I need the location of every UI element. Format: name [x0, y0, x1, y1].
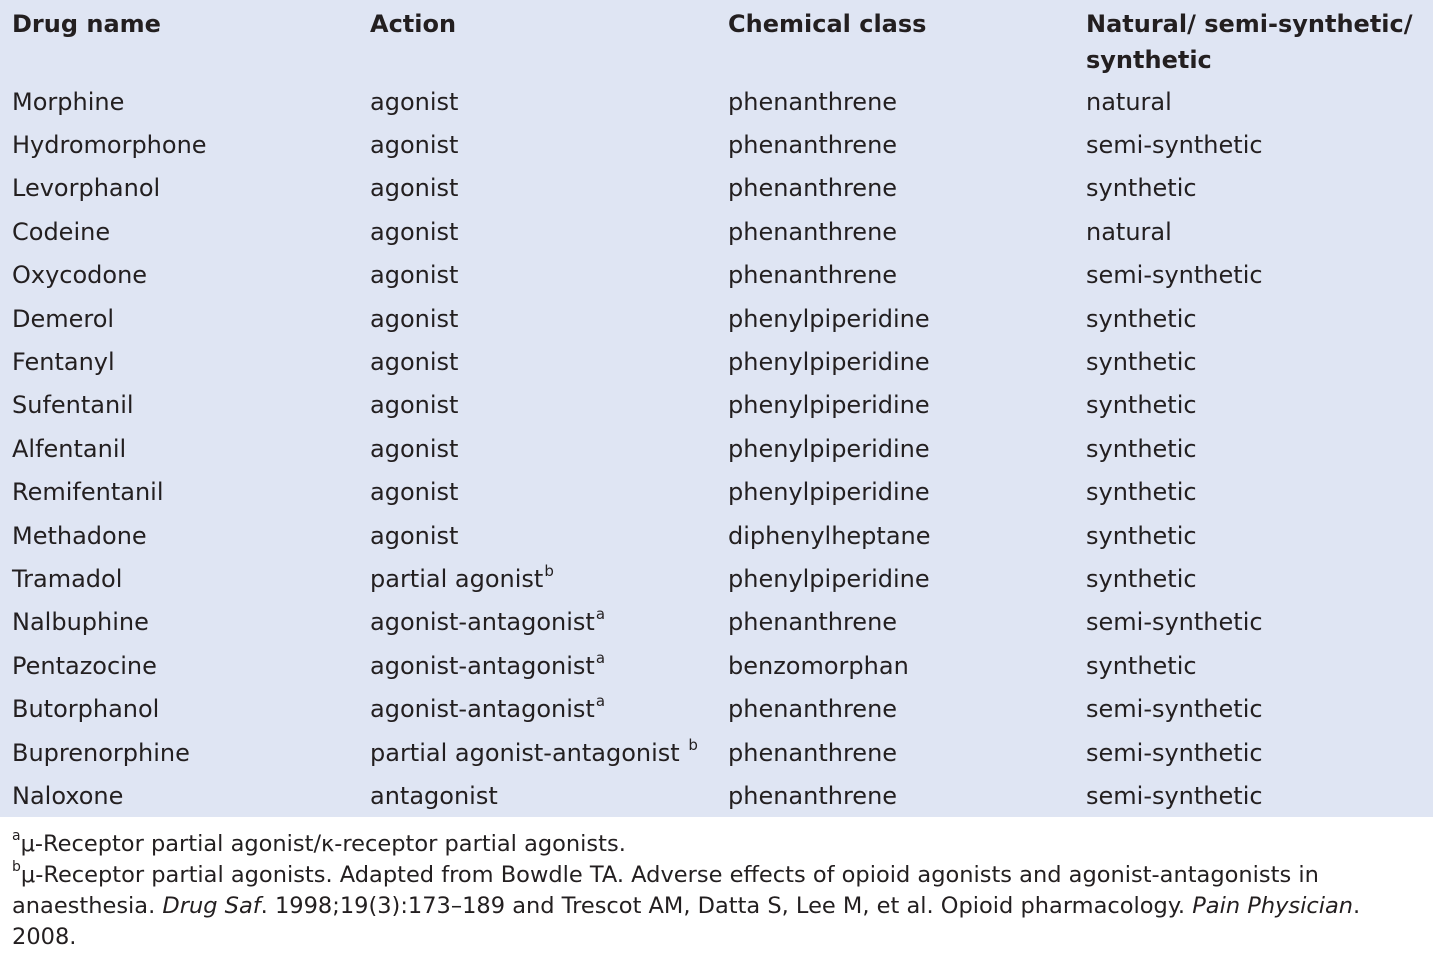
cell-drug-name: Fentanyl — [12, 348, 115, 377]
header-origin: Natural/ semi-synthetic/ synthetic — [1086, 10, 1413, 74]
table-row — [0, 731, 1433, 774]
cell-action — [358, 167, 716, 210]
cell-action-text: agonist — [370, 304, 459, 333]
cell-chemical-class: phenanthrene — [728, 87, 898, 116]
cell-action — [358, 644, 716, 687]
cell-action — [358, 210, 716, 253]
cell-drug-name: Demerol — [12, 304, 115, 333]
cell-action-text: agonist — [370, 87, 459, 116]
cell-action — [358, 471, 716, 514]
cell-chemical-class: phenylpiperidine — [728, 434, 930, 463]
cell-action — [358, 687, 716, 730]
cell-action — [358, 731, 716, 774]
cell-action — [358, 557, 716, 600]
cell-chemical-class: phenanthrene — [728, 695, 898, 724]
cell-drug-name: Remifentanil — [12, 478, 164, 507]
table-header-row — [0, 3, 1433, 80]
footnote-marker: b — [544, 561, 554, 580]
cell-chemical-class: phenylpiperidine — [728, 391, 930, 420]
cell-chemical-class: phenanthrene — [728, 781, 898, 810]
cell-action-text: agonist — [370, 217, 459, 246]
cell-chemical-class: phenanthrene — [728, 608, 898, 637]
cell-origin: semi-synthetic — [1086, 781, 1263, 810]
footnote-b-text: μ-Receptor partial agonists. Adapted from Bowdle TA. Adverse effects of opioid agonists and agonist-antagonists in anaesthesia. — [12, 862, 1319, 919]
cell-chemical-class: diphenylheptane — [728, 521, 931, 550]
table-row — [0, 384, 1433, 427]
cell-chemical-class: phenanthrene — [728, 217, 898, 246]
cell-chemical-class: phenylpiperidine — [728, 478, 930, 507]
cell-chemical-class: phenylpiperidine — [728, 304, 930, 333]
table-row — [0, 687, 1433, 730]
cell-action — [358, 254, 716, 297]
footnote-b-journal-drug-saf: Drug Saf — [162, 893, 261, 919]
cell-origin: synthetic — [1086, 564, 1197, 593]
footnote-b-journal-pain-physician: Pain Physician — [1192, 893, 1354, 919]
cell-drug-name: Tramadol — [12, 564, 123, 593]
table-body — [0, 80, 1433, 818]
footnote-a-text: μ-Receptor partial agonist/κ-receptor partial agonists. — [20, 831, 626, 857]
cell-chemical-class: phenylpiperidine — [728, 348, 930, 377]
footnote-marker: a — [595, 648, 606, 667]
cell-chemical-class: phenanthrene — [728, 174, 898, 203]
footnote-a — [12, 829, 1422, 860]
table-row — [0, 427, 1433, 470]
cell-action — [358, 340, 716, 383]
cell-origin: natural — [1086, 87, 1172, 116]
cell-action-text: agonist-antagonist — [370, 695, 595, 724]
cell-origin: synthetic — [1086, 434, 1197, 463]
cell-action-text: agonist — [370, 434, 459, 463]
cell-action — [358, 601, 716, 644]
cell-chemical-class: benzomorphan — [728, 651, 909, 680]
cell-action-text: partial agonist-antagonist — [370, 738, 688, 767]
footnote-b-text-3: . 2008. — [12, 893, 1361, 950]
cell-drug-name: Sufentanil — [12, 391, 134, 420]
cell-drug-name: Methadone — [12, 521, 147, 550]
header-chemical-class: Chemical class — [728, 10, 927, 38]
cell-chemical-class: phenylpiperidine — [728, 564, 930, 593]
cell-action-text: agonist — [370, 174, 459, 203]
cell-action-text: agonist — [370, 131, 459, 160]
cell-origin: synthetic — [1086, 651, 1197, 680]
cell-origin: synthetic — [1086, 478, 1197, 507]
footnotes — [12, 829, 1422, 953]
cell-action-text: agonist-antagonist — [370, 651, 595, 680]
cell-origin: semi-synthetic — [1086, 738, 1263, 767]
footnote-marker: b — [688, 735, 698, 754]
cell-drug-name: Pentazocine — [12, 651, 157, 680]
cell-origin: semi-synthetic — [1086, 695, 1263, 724]
table-row — [0, 471, 1433, 514]
table-row — [0, 254, 1433, 297]
table-row — [0, 297, 1433, 340]
cell-action — [358, 123, 716, 166]
cell-action-text: agonist-antagonist — [370, 608, 595, 637]
cell-origin: synthetic — [1086, 521, 1197, 550]
cell-action-text: partial agonist — [370, 564, 544, 593]
cell-action — [358, 80, 716, 123]
cell-drug-name: Naloxone — [12, 781, 124, 810]
table-row — [0, 210, 1433, 253]
cell-action — [358, 427, 716, 470]
cell-drug-name: Hydromorphone — [12, 131, 207, 160]
header-action: Action — [370, 10, 457, 38]
cell-drug-name: Nalbuphine — [12, 608, 149, 637]
cell-action-text: agonist — [370, 348, 459, 377]
cell-action-text: agonist — [370, 391, 459, 420]
footnote-marker: a — [595, 692, 606, 711]
cell-origin: semi-synthetic — [1086, 131, 1263, 160]
cell-action-text: agonist — [370, 521, 459, 550]
footnote-a-mark: a — [12, 827, 21, 844]
cell-drug-name: Oxycodone — [12, 261, 148, 290]
cell-origin: semi-synthetic — [1086, 608, 1263, 637]
cell-origin: synthetic — [1086, 348, 1197, 377]
table-row — [0, 167, 1433, 210]
cell-drug-name: Butorphanol — [12, 695, 160, 724]
cell-chemical-class: phenanthrene — [728, 261, 898, 290]
table-row — [0, 557, 1433, 600]
cell-action — [358, 514, 716, 557]
table-row — [0, 80, 1433, 123]
cell-action — [358, 384, 716, 427]
footnote-b-text-2: . 1998;19(3):173–189 and Trescot AM, Datta S, Lee M, et al. Opioid pharmacology. — [260, 893, 1193, 919]
footnote-b-mark: b — [12, 858, 21, 875]
cell-drug-name: Codeine — [12, 217, 111, 246]
cell-origin: natural — [1086, 217, 1172, 246]
cell-action — [358, 297, 716, 340]
table-row — [0, 601, 1433, 644]
table-row — [0, 644, 1433, 687]
opioid-drug-table — [0, 3, 1433, 818]
cell-action-text: agonist — [370, 478, 459, 507]
footnote-marker: a — [595, 605, 606, 624]
table-row — [0, 774, 1433, 817]
cell-origin: semi-synthetic — [1086, 261, 1263, 290]
cell-action-text: antagonist — [370, 781, 498, 810]
footnote-b — [12, 860, 1422, 953]
cell-action — [358, 774, 716, 817]
table-row — [0, 123, 1433, 166]
cell-drug-name: Levorphanol — [12, 174, 161, 203]
cell-origin: synthetic — [1086, 174, 1197, 203]
header-drug-name: Drug name — [12, 10, 161, 38]
cell-drug-name: Morphine — [12, 87, 125, 116]
cell-origin: synthetic — [1086, 304, 1197, 333]
cell-drug-name: Buprenorphine — [12, 738, 190, 767]
cell-chemical-class: phenanthrene — [728, 738, 898, 767]
table-row — [0, 340, 1433, 383]
cell-drug-name: Alfentanil — [12, 434, 127, 463]
cell-origin: synthetic — [1086, 391, 1197, 420]
table-row — [0, 514, 1433, 557]
cell-action-text: agonist — [370, 261, 459, 290]
cell-chemical-class: phenanthrene — [728, 131, 898, 160]
